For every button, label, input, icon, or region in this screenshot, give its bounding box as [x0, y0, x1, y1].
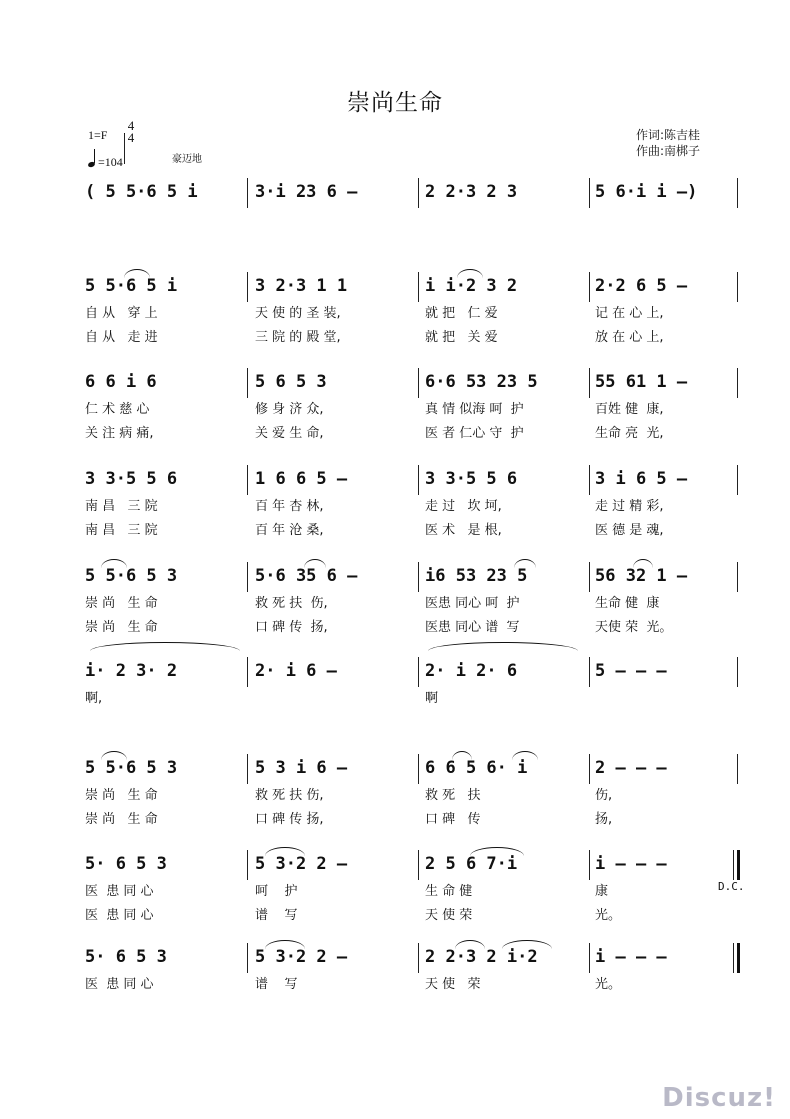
lyric-line: 口 碑 传 [425, 812, 481, 827]
barline [733, 943, 734, 973]
lyric-line: 谱 写 [255, 908, 298, 923]
lyric-line: 崇 尚 生 命 [85, 596, 158, 611]
slur-icon [101, 751, 127, 760]
slur-icon [124, 269, 150, 278]
barline [418, 368, 419, 398]
slur-icon [502, 940, 552, 949]
measure-notes: 3 2·3 1 1 [255, 276, 348, 296]
lyric-line: 仁 术 慈 心 [85, 402, 150, 417]
barline [247, 850, 248, 880]
barline [418, 562, 419, 592]
slur-icon [470, 847, 524, 856]
lyric-line: 啊 [425, 691, 439, 706]
lyric-line: 崇 尚 生 命 [85, 812, 158, 827]
measure-notes: 1 6 6 5 – [255, 469, 348, 489]
lyric-line: 医 者 仁心 守 护 [425, 426, 524, 441]
barline [418, 178, 419, 208]
barline [247, 754, 248, 784]
measure-notes: 5 5·6 5 3 [85, 758, 178, 778]
barline [418, 465, 419, 495]
measure-notes: i – – – [595, 947, 667, 967]
measure-notes: 5· 6 5 3 [85, 947, 167, 967]
slur-icon [265, 940, 305, 949]
barline [737, 272, 738, 302]
measure-notes: 3 3·5 5 6 [425, 469, 518, 489]
measure-notes: 5 3 i 6 – [255, 758, 348, 778]
watermark: Discuz! [662, 1083, 776, 1113]
lyric-line: 修 身 济 众, [255, 402, 324, 417]
measure-notes: 5 5·6 5 i [85, 276, 178, 296]
measure-notes: 6 6 5 6· i [425, 758, 528, 778]
slur-icon [90, 642, 240, 651]
credits [636, 127, 700, 159]
lyric-line: 南 昌 三 院 [85, 523, 158, 538]
lyric-line: 康 [595, 884, 609, 899]
barline [247, 368, 248, 398]
slur-icon [457, 269, 483, 278]
lyric-line: 扬, [595, 812, 613, 827]
barline [589, 657, 590, 687]
measure-notes: i – – – [595, 854, 667, 874]
slur-icon [455, 940, 485, 949]
measure-notes: i6 53 23 5 [425, 566, 528, 586]
barline [247, 272, 248, 302]
lyric-line: 天 使 的 圣 装, [255, 306, 341, 321]
lyric-line: 医患 同心 谱 写 [425, 620, 520, 635]
measure-notes: 3·i 23 6 – [255, 182, 358, 202]
barline [733, 850, 734, 880]
lyric-line: 走 过 精 彩, [595, 499, 664, 514]
barline [737, 178, 738, 208]
measure-notes: 5·6 35 6 – [255, 566, 358, 586]
barline [589, 754, 590, 784]
lyric-line: 救 死 扶 伤, [255, 596, 328, 611]
lyric-line: 医 患 同 心 [85, 977, 154, 992]
slur-icon [452, 751, 472, 760]
slur-icon [265, 847, 305, 856]
final-barline [737, 850, 740, 880]
barline [737, 657, 738, 687]
lyric-line: 医 德 是 魂, [595, 523, 664, 538]
lyric-line: 呵 护 [255, 884, 298, 899]
lyric-line: 天使 荣 光。 [595, 620, 673, 635]
slur-icon [304, 559, 326, 568]
lyric-line: 生命 健 康 [595, 596, 660, 611]
barline [247, 562, 248, 592]
slur-icon [633, 559, 653, 568]
measure-notes: 56 32 1 – [595, 566, 688, 586]
lyric-line: 医患 同心 呵 护 [425, 596, 520, 611]
slur-icon [428, 642, 578, 651]
time-signature [124, 120, 138, 144]
barline [418, 850, 419, 880]
lyric-line: 救 死 扶 伤, [255, 788, 324, 803]
barline [737, 368, 738, 398]
lyricist: 作词:陈吉桂 [636, 128, 701, 142]
measure-notes: 3 i 6 5 – [595, 469, 688, 489]
lyric-line: 记 在 心 上, [595, 306, 664, 321]
composer: 作曲:南梆子 [636, 144, 701, 158]
barline [737, 754, 738, 784]
measure-notes: 2· i 6 – [255, 661, 337, 681]
barline [247, 943, 248, 973]
barline [589, 943, 590, 973]
barline [418, 754, 419, 784]
tempo-mark [88, 152, 123, 170]
tempo-value: =104 [98, 155, 123, 169]
slur-icon [512, 751, 538, 760]
measure-notes: ( 5 5·6 5 i [85, 182, 198, 202]
barline [418, 272, 419, 302]
lyric-line: 关 爱 生 命, [255, 426, 324, 441]
measure-notes: 5· 6 5 3 [85, 854, 167, 874]
lyric-line: 自 从 走 进 [85, 330, 158, 345]
lyric-line: 真 情 似海 呵 护 [425, 402, 524, 417]
measure-notes: 2· i 2· 6 [425, 661, 518, 681]
barline [737, 562, 738, 592]
measure-notes: i· 2 3· 2 [85, 661, 178, 681]
measure-notes: 5 6 5 3 [255, 372, 327, 392]
lyric-line: 南 昌 三 院 [85, 499, 158, 514]
barline [247, 178, 248, 208]
measure-notes: 5 3·2 2 – [255, 947, 348, 967]
lyric-line: 放 在 心 上, [595, 330, 664, 345]
lyric-line: 啊, [85, 691, 103, 706]
measure-notes: 2 2·3 2 3 [425, 182, 518, 202]
lyric-line: 口 碑 传 扬, [255, 812, 324, 827]
time-top: 4 [127, 118, 135, 133]
barline [247, 657, 248, 687]
barline [737, 465, 738, 495]
barline [589, 850, 590, 880]
barline [589, 272, 590, 302]
barline [589, 562, 590, 592]
barline [418, 657, 419, 687]
lyric-line: 三 院 的 殿 堂, [255, 330, 341, 345]
measure-notes: 6·6 53 23 5 [425, 372, 538, 392]
lyric-line: 关 注 病 痛, [85, 426, 154, 441]
lyric-line: 伤, [595, 788, 613, 803]
lyric-line: 生命 亮 光, [595, 426, 664, 441]
lyric-line: 走 过 坎 坷, [425, 499, 502, 514]
barline [589, 368, 590, 398]
measure-notes: 2·2 6 5 – [595, 276, 688, 296]
measure-notes: 5 – – – [595, 661, 667, 681]
measure-notes: 3 3·5 5 6 [85, 469, 178, 489]
lyric-line: 口 碑 传 扬, [255, 620, 328, 635]
time-bottom: 4 [127, 130, 135, 145]
lyric-line: 生 命 健 [425, 884, 473, 899]
lyric-line: 医 术 是 根, [425, 523, 502, 538]
song-title: 崇尚生命 [347, 90, 443, 116]
expression-mark: 豪迈地 [172, 154, 202, 165]
lyric-line: 医 患 同 心 [85, 884, 154, 899]
final-barline [737, 943, 740, 973]
lyric-line: 光。 [595, 908, 622, 923]
lyric-line: 救 死 扶 [425, 788, 481, 803]
barline [589, 465, 590, 495]
lyric-line: 谱 写 [255, 977, 298, 992]
lyric-line: 百姓 健 康, [595, 402, 664, 417]
measure-notes: 55 61 1 – [595, 372, 688, 392]
lyric-line: 光。 [595, 977, 622, 992]
dc-mark: D.C. [718, 880, 745, 893]
key-signature: 1=F [88, 128, 108, 142]
lyric-line: 崇 尚 生 命 [85, 620, 158, 635]
slur-icon [514, 559, 536, 568]
lyric-line: 崇 尚 生 命 [85, 788, 158, 803]
barline [589, 178, 590, 208]
measure-notes: 5 3·2 2 – [255, 854, 348, 874]
lyric-line: 就 把 仁 爱 [425, 306, 498, 321]
measure-notes: 6 6 i 6 [85, 372, 157, 392]
lyric-line: 天 使 荣 [425, 977, 481, 992]
lyric-line: 百 年 沧 桑, [255, 523, 324, 538]
measure-notes: 2 5 6 7·i [425, 854, 518, 874]
barline [418, 943, 419, 973]
measure-notes: 2 – – – [595, 758, 667, 778]
slur-icon [101, 559, 127, 568]
barline [247, 465, 248, 495]
measure-notes: 5 5·6 5 3 [85, 566, 178, 586]
measure-notes: i i·2 3 2 [425, 276, 518, 296]
lyric-line: 就 把 关 爱 [425, 330, 498, 345]
lyric-line: 医 患 同 心 [85, 908, 154, 923]
lyric-line: 天 使 荣 [425, 908, 473, 923]
lyric-line: 自 从 穿 上 [85, 306, 158, 321]
measure-notes: 2 2·3 2 i·2 [425, 947, 538, 967]
lyric-line: 百 年 杏 林, [255, 499, 324, 514]
measure-notes: 5 6·i i –) [595, 182, 698, 202]
